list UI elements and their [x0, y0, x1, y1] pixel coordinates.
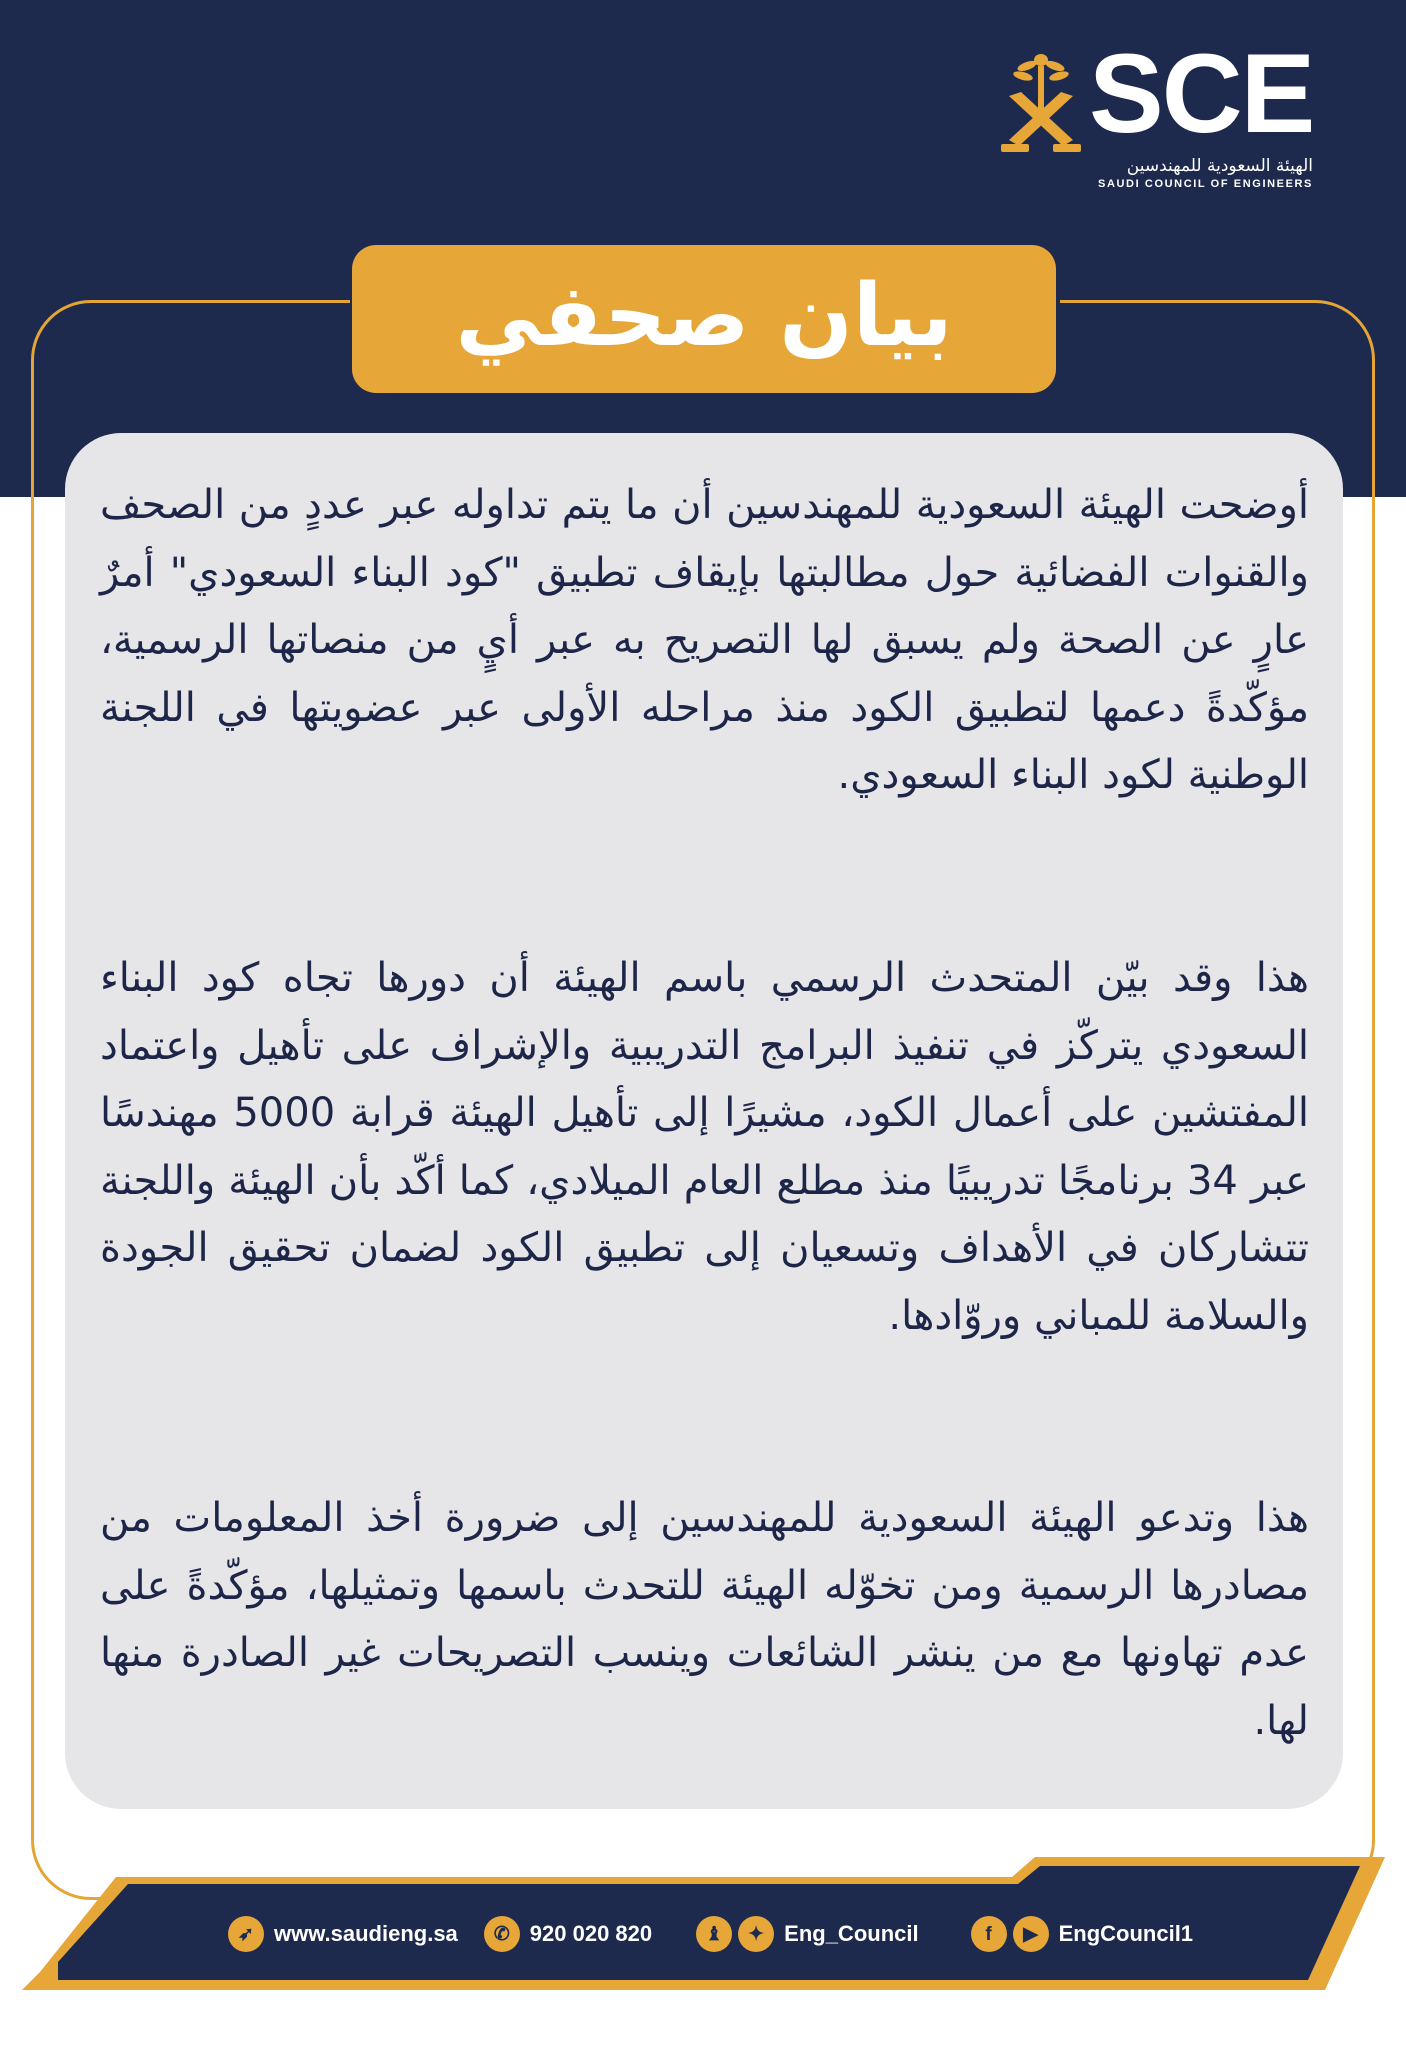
social-handle-alt[interactable]: EngCouncil1 [1058, 1921, 1194, 1946]
logo-arabic-name: الهيئة السعودية للمهندسين [1126, 156, 1313, 176]
social-handle[interactable]: Eng_Council [784, 1921, 919, 1946]
cursor-click-icon: ➶ [228, 1916, 264, 1952]
palm-swords-emblem-icon [993, 52, 1089, 152]
logo-letters: SCE [1089, 31, 1314, 156]
paragraph-2: هذا وقد بيّن المتحدث الرسمي باسم الهيئة أن دورها تجاه كود البناء السعودي يتركّز في تنفيذ البرامج التدريبية والإشراف على تأهيل واعتماد المفتشين على أعمال الكود، مشيرًا إلى تأهيل الهيئة قرابة 5000 مهندسًا عبر 34 برنامجًا تدريبيًا منذ مطلع العام الميلادي، كما أكّد بأن الهيئة واللجنة تتشاركان في الأهداف وتسعيان إلى تطبيق الكود لضمان تحقيق الجودة والسلامة للمباني وروّادها. [100, 955, 1309, 1339]
phone-icon: ✆ [484, 1916, 520, 1952]
footer-contacts [228, 1912, 1193, 1956]
facebook-icon[interactable]: f [971, 1916, 1007, 1952]
logo-english-name: SAUDI COUNCIL OF ENGINEERS [1098, 178, 1313, 190]
website-link[interactable]: www.saudieng.sa [274, 1921, 458, 1946]
twitter-icon[interactable]: ✦ [738, 1916, 774, 1952]
phone-number[interactable]: 920 020 820 [529, 1921, 653, 1946]
paragraph-3: هذا وتدعو الهيئة السعودية للمهندسين إلى ضرورة أخذ المعلومات من مصادرها الرسمية ومن تخوّله الهيئة للتحدث باسمها وتمثيلها، مؤكّدةً على عدم تهاونها مع من ينشر الشائعات وينسب التصريحات غير الصادرة منها لها. [100, 1495, 1309, 1744]
youtube-icon[interactable]: ▶ [1013, 1916, 1049, 1952]
sce-logo [993, 31, 1314, 192]
page-title: بيان صحفي [455, 266, 953, 366]
snapchat-icon[interactable]: ♝ [696, 1916, 732, 1952]
paragraph-1: أوضحت الهيئة السعودية للمهندسين أن ما يتم تداوله عبر عددٍ من الصحف والقنوات الفضائية حول مطالبتها بإيقاف تطبيق "كود البناء السعودي" أمرٌ عارٍ عن الصحة ولم يسبق لها التصريح به عبر أيٍ من منصاتها الرسمية، مؤكّدةً دعمها لتطبيق الكود منذ مراحله الأولى عبر عضويتها في اللجنة الوطنية لكود البناء السعودي. [100, 482, 1309, 798]
title-banner [352, 245, 1056, 393]
